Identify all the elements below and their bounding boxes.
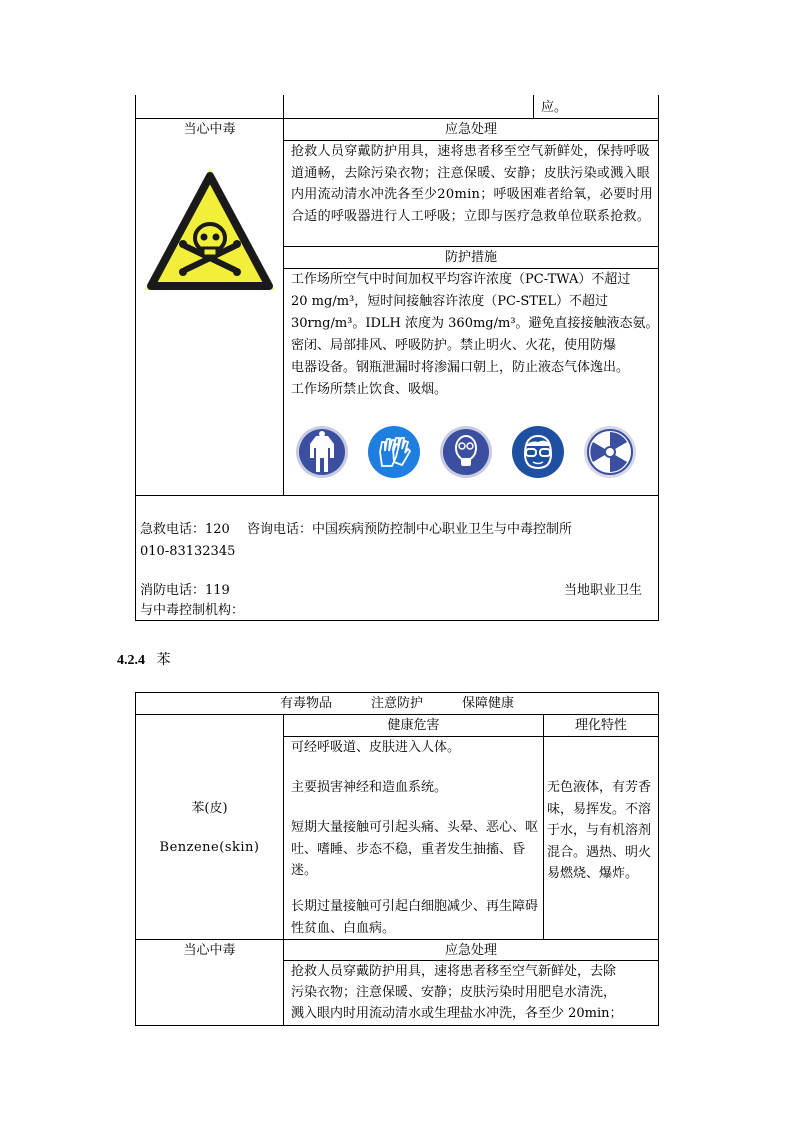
emergency-line: 溅入眼内时用流动清水或生理盐水冲洗，各至少 20min； (291, 1006, 623, 1021)
protection-line: 30rng/m³。IDLH 浓度为 360mg/m³。避免直接接触液态氨。 (291, 316, 659, 331)
protection-line: 20 mg/m³，短时间接触容许浓度（PC-STEL）不超过 (291, 294, 609, 309)
emergency-text: 抢救人员穿戴防护用具，速将患者移至空气新鲜处，保持呼吸道通畅，去除污染衣物；注意保暖、安静；皮肤污染或溅入眼内用流动清水冲洗各至少20min；呼吸困难者给氧，必要时用合适的呼吸器进行人工呼吸；立即与医疗急救单位联系抢救。 (291, 144, 654, 224)
table-border (135, 1025, 659, 1026)
table-border (283, 714, 284, 1026)
table-border (658, 692, 659, 1026)
ventilation-fan-icon (582, 424, 638, 480)
section-title: 苯 (156, 652, 171, 668)
physchem-header: 理化特性 (574, 718, 627, 733)
emergency-phone-line: 急救电话：120 咨询电话：中国疾病预防控制中心职业卫生与中毒控制所 (140, 522, 572, 537)
protection-line: 工作场所禁止饮食、吸烟。 (291, 382, 448, 397)
table-border (135, 95, 136, 621)
health-para: 可经呼吸道、皮肤进入人体。 (291, 740, 461, 755)
health-para: 主要损害神经和造血系统。 (291, 780, 448, 795)
fire-phone-line: 消防电话：119 (140, 583, 230, 598)
health-para: 短期大量接触可引起头痛、头晕、恶心、呕吐、嗜睡、步态不稳，重者发生抽搐、昏迷。 (291, 820, 539, 878)
table-border (658, 95, 659, 621)
protection-header: 防护措施 (444, 250, 497, 265)
goggles-icon (510, 424, 566, 480)
substance-name-cn: 苯(皮) (191, 801, 228, 816)
table-border (283, 95, 284, 496)
physchem-text: 无色液体，有芳香味，易挥发。不溶于水，与有机溶剂混合。遇热、明火易燃烧、爆炸。 (547, 780, 652, 881)
health-hazard-header: 健康危害 (387, 718, 440, 733)
gloves-icon (366, 424, 422, 480)
table-border (135, 692, 136, 1026)
table-border (135, 495, 659, 496)
protection-line: 电器设备。钢瓶泄漏时将渗漏口朝上，防止液态气体逸出。 (291, 360, 630, 375)
warning-label: 当心中毒 (183, 122, 236, 137)
health-para: 长期过量接触可引起白细胞减少、再生障碍性贫血、白血病。 (291, 899, 539, 936)
emergency-header: 应急处理 (444, 943, 497, 958)
top-row-cell-text: 应。 (541, 100, 568, 115)
section-number: 4.2.4 (117, 653, 145, 668)
emergency-header: 应急处理 (444, 122, 497, 137)
protection-line: 密闭、局部排风、呼吸防护。禁止明火、火花，使用防爆 (291, 338, 617, 353)
table-border (543, 714, 544, 939)
gas-mask-icon (438, 424, 494, 480)
protection-line: 工作场所空气中时间加权平均容许浓度（PC-TWA）不超过 (291, 272, 631, 287)
section-heading (117, 649, 171, 669)
consult-phone-number: 010-83132345 (140, 544, 236, 559)
emergency-line: 污染衣物；注意保暖、安静；皮肤污染时用肥皂水清洗， (291, 985, 617, 1000)
local-agency-label: 当地职业卫生 (564, 583, 643, 598)
banner-slogan: 有毒物品 注意防护 保障健康 (279, 696, 514, 711)
protective-suit-icon (294, 424, 350, 480)
table-border (533, 95, 534, 119)
local-agency-label-cont: 与中毒控制机构： (140, 603, 245, 618)
emergency-line: 抢救人员穿戴防护用具，速将患者移至空气新鲜处，去除 (291, 964, 617, 979)
warning-label: 当心中毒 (183, 943, 236, 958)
toxic-skull-warning-icon (141, 162, 279, 300)
substance-name-en: Benzene(skin) (159, 840, 260, 855)
